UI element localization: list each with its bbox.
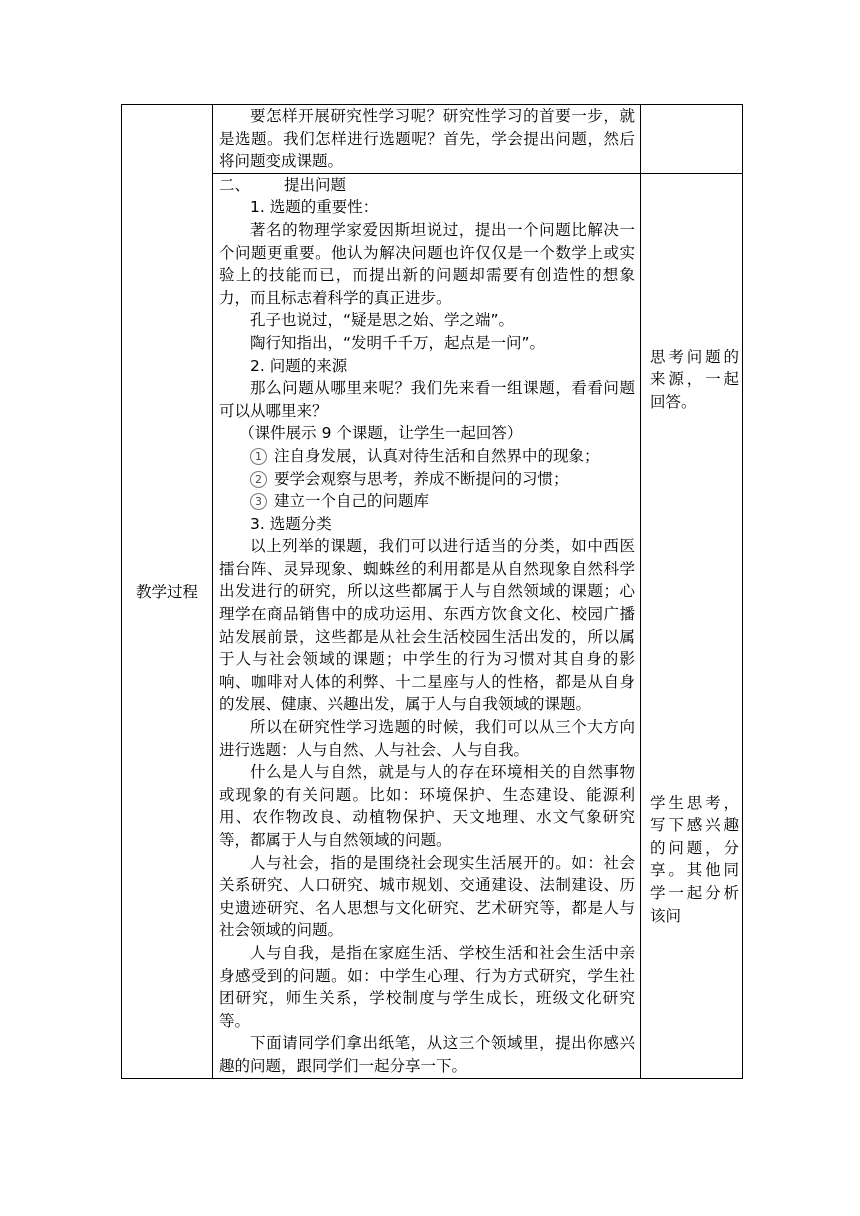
paragraph: 人与自我，是指在家庭生活、学校生活和社会生活中亲身感受到的问题。如：中学生心理、行为方式研究，学生社团研究，师生关系，学校制度与学生成长，班级文化研究等。 <box>219 943 635 1030</box>
intro-cell <box>213 105 641 174</box>
section-label-cell <box>122 105 213 1079</box>
paragraph: 孔子也说过，“疑是思之始、学之端”。 <box>250 311 515 330</box>
side-notes-cell <box>641 173 743 1078</box>
paragraph: 陶行知指出，“发明千千万，起点是一问”。 <box>250 333 546 352</box>
circled-number-icon: 1 <box>250 448 267 465</box>
paragraph: 著名的物理学家爱因斯坦说过，提出一个问题比解决一个问题更重要。他认为解决问题也许仅仅是一个数学上或实验上的技能而已，而提出新的问题却需要有创造性的想象力，而且标志着科学的真正进步。 <box>219 220 635 307</box>
paragraph: 以上列举的课题，我们可以进行适当的分类，如中西医擂台阵、灵异现象、蜘蛛丝的利用都是从自然现象自然科学出发进行的研究，所以这些都属于人与自然领域的课题；心理学在商品销售中的成功运用、东西方饮食文化、校园广播站发展前景，这些都是从社会生活校园生活出发的，所以属于人与社会领域的课题；中学生的行为习惯对其自身的影响、咖啡对人体的利弊、十二星座与人的性格，都是从自身的发展、健康、兴趣出发，属于人与自我领域的课题。 <box>219 537 635 714</box>
subheading-1: 1. 选题的重要性： <box>250 198 379 217</box>
paragraph: 什么是人与自然，就是与人的存在环境相关的自然事物或现象的有关问题。比如：环境保护、生态建设、能源利用、农作物改良、动植物保护、天文地理、水文气象研究等，都属于人与自然领域的问题。 <box>219 763 635 849</box>
lesson-table <box>121 104 743 1079</box>
side-note-1: 思考问题的来源，一起回答。 <box>650 347 739 411</box>
subheading-2: 2. 问题的来源 <box>250 356 348 375</box>
paragraph: （课件展示 9 个课题，让学生一起回答） <box>239 424 523 443</box>
intro-side-cell <box>641 105 743 174</box>
subheading-3: 3. 选题分类 <box>250 514 332 533</box>
paragraph: 所以在研究性学习选题的时候，我们可以从三个大方向进行选题：人与自然、人与社会、人与自我。 <box>219 718 635 759</box>
section-heading: 二、 提出问题 <box>219 175 347 194</box>
paragraph: 那么问题从哪里来呢？我们先来看一组课题，看看问题可以从哪里来？ <box>219 379 635 420</box>
intro-paragraph: 要怎样开展研究性学习呢？研究性学习的首要一步，就是选题。我们怎样进行选题呢？首先，学会提出问题，然后将问题变成课题。 <box>219 107 635 171</box>
content-cell <box>213 173 641 1078</box>
paragraph: 下面请同学们拿出纸笔，从这三个领域里，提出你感兴趣的问题，跟同学们一起分享一下。 <box>219 1034 635 1075</box>
list-item: 2 要学会观察与思考，养成不断提问的习惯； <box>219 468 635 491</box>
circled-number-icon: 2 <box>250 471 267 488</box>
list-item: 3 建立一个自己的问题库 <box>219 490 635 513</box>
side-note-2: 学生思考，写下感兴趣的问题，分享。其他同学一起分析该问 <box>650 793 739 925</box>
table-row <box>122 105 743 174</box>
circled-number-icon: 3 <box>250 493 267 510</box>
section-label: 教学过程 <box>135 583 198 602</box>
paragraph: 人与社会，指的是围绕社会现实生活展开的。如：社会关系研究、人口研究、城市规划、交通建设、法制建设、历史遗迹研究、名人思想与文化研究、艺术研究等，都是人与社会领域的问题。 <box>219 853 635 940</box>
table-row <box>122 173 743 1078</box>
list-item: 1 注自身发展，认真对待生活和自然界中的现象； <box>219 445 635 468</box>
